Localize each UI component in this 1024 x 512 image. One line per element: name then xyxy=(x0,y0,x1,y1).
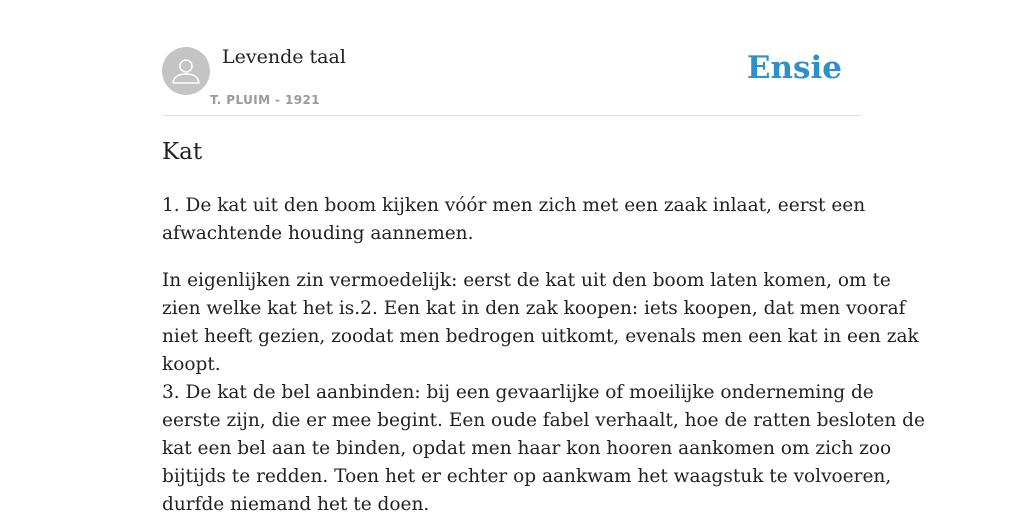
text-line: eerste zijn, die er mee begint. Een oude fabel verhaalt, hoe de ratten besloten de xyxy=(162,410,925,431)
text-line: bijtijds te redden. Toen het er echter op aankwam het waagstuk te volvoeren, xyxy=(162,466,892,487)
article-page xyxy=(162,0,925,512)
ensie-logo[interactable]: Ensie xyxy=(746,50,842,86)
user-avatar-icon[interactable] xyxy=(162,47,210,95)
text-line: koopt. xyxy=(162,354,221,375)
article-title: Kat xyxy=(162,139,203,165)
article-header xyxy=(162,0,862,116)
text-line: 3. De kat de bel aanbinden: bij een gevaarlijke of moeilijke onderneming de xyxy=(162,382,874,403)
text-line: zien welke kat het is.2. Een kat in den zak koopen: iets koopen, dat men vooraf xyxy=(162,298,906,319)
text-line: niet heeft gezien, zoodat men bedrogen uitkomt, evenals men een kat in een zak xyxy=(162,326,919,347)
text-line: In eigenlijken zin vermoedelijk: eerst de kat uit den boom laten komen, om te xyxy=(162,270,891,291)
person-outline-icon xyxy=(162,47,210,95)
book-title[interactable]: Levende taal xyxy=(222,46,346,68)
text-line: kat een bel aan te binden, opdat men haar kon hooren aankomen om zich zoo xyxy=(162,438,892,459)
author-year: T. PLUIM - 1921 xyxy=(210,93,320,107)
article-body xyxy=(162,192,925,512)
text-line: 1. De kat uit den boom kijken vóór men zich met een zaak inlaat, eerst een xyxy=(162,195,866,216)
paragraph xyxy=(162,192,866,248)
text-line: durfde niemand het te doen. xyxy=(162,494,430,512)
paragraph xyxy=(162,267,925,512)
text-line: afwachtende houding aannemen. xyxy=(162,223,474,244)
